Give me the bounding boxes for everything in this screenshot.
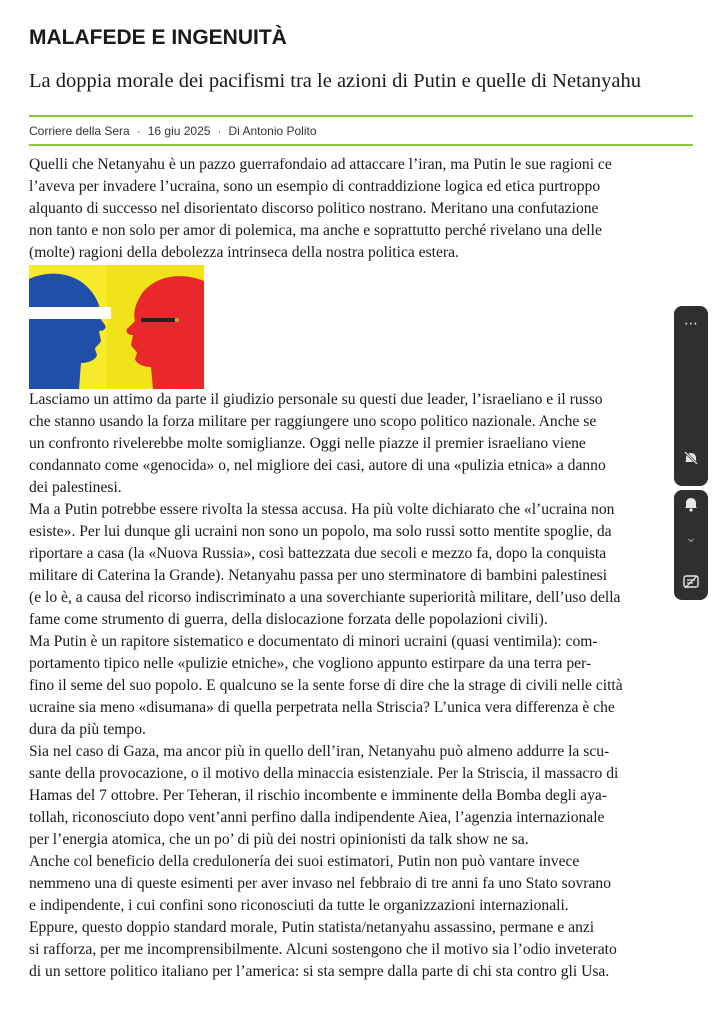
- text-line: Anche col beneficio della credulonería dei suoi estimatori, Putin non può vantare invece: [29, 853, 580, 870]
- text-line: (e lo è, a causa del ricorso indiscriminato a una soverchiante superiorità militare, dell’uso della: [29, 589, 621, 606]
- text-line: Eppure, questo doppio standard morale, Putin statista/netanyahu assassino, permane e anzi: [29, 919, 595, 936]
- text-line: militare di Caterina la Grande). Netanyahu passa per uno sterminatore di bambini palestinesi: [29, 567, 608, 584]
- paragraph-intro: [29, 154, 693, 264]
- text-line: l’aveva per invadere l’ucraina, sono un esempio di contraddizione logica ed etica purtroppo: [29, 178, 601, 195]
- translate-icon[interactable]: [674, 574, 708, 594]
- article-body: [29, 154, 693, 983]
- paragraph-main: [29, 389, 693, 983]
- text-line: Sia nel caso di Gaza, ma ancor più in quello dell’iran, Netanyahu può almeno addurre la scu-: [29, 743, 610, 760]
- top-divider: [29, 115, 693, 117]
- text-line: Quelli che Netanyahu è un pazzo guerrafondaio ad attaccare l’iran, ma Putin le sue ragioni ce: [29, 156, 612, 173]
- meta-divider: [29, 144, 693, 146]
- author-label: Di Antonio Polito: [228, 124, 317, 138]
- chevron-down-icon[interactable]: ⌄: [685, 530, 697, 546]
- text-line: condannato come «genocida» o, nel migliore dei casi, autore di una «pulizia etnica» a danno: [29, 457, 606, 474]
- text-line: ucraine sia meno «disumana» di quella perpetrata nella Striscia? L’unica vera differenza è che: [29, 699, 615, 716]
- text-line: si rafforza, per me incomprensibilmente. Alcuni sostengono che il motivo sia l’odio inveterato: [29, 941, 617, 958]
- article-meta: [29, 122, 317, 140]
- floating-toolbar-secondary: [674, 490, 708, 600]
- text-line: portamento tipico nelle «pulizie etniche», che vogliono appunto estirpare da una terra per-: [29, 655, 592, 672]
- text-line: che stanno usando la forza militare per raggiungere uno scopo politico nazionale. Anche se: [29, 413, 597, 430]
- article-headline: La doppia morale dei pacifismi tra le azioni di Putin e quelle di Netanyahu: [29, 70, 641, 92]
- text-line: dei palestinesi.: [29, 479, 122, 496]
- meta-separator: ·: [217, 124, 222, 138]
- text-line: Ma Putin è un rapitore sistematico e documentato di minori ucraini (quasi ventimila): com-: [29, 633, 598, 650]
- text-line: alquanto di successo nel disorientato discorso politico nostrano. Meritano una confutazione: [29, 200, 599, 217]
- text-line: riportare a casa (la «Nuova Russia», così battezzata due secoli e mezzo fa, dopo la conquista: [29, 545, 607, 562]
- text-line: tollah, riconosciuto dopo vent’anni perfino dalla indipendente Aiea, l’agenzia internazionale: [29, 809, 605, 826]
- article-illustration[interactable]: [29, 265, 204, 389]
- text-line: Ma a Putin potrebbe essere rivolta la stessa accusa. Ha più volte dichiarato che «l’ucraina non: [29, 501, 615, 518]
- text-line: non tanto e non solo per amor di polemica, ma anche e soprattutto perché rivelano una delle: [29, 222, 602, 239]
- text-line: sante della provocazione, o il motivo della minaccia esistenziale. Per la Striscia, il massacro di: [29, 765, 619, 782]
- text-line: Lasciamo un attimo da parte il giudizio personale su questi due leader, l’israeliano e il russo: [29, 391, 603, 408]
- source-label[interactable]: Corriere della Sera: [29, 124, 130, 138]
- text-line: per l’energia atomica, che un po’ di più dei nostri opinionisti da talk show ne sa.: [29, 831, 529, 848]
- text-line: un confronto rivelerebbe molte somiglianze. Oggi nelle piazze il premier israeliano viene: [29, 435, 586, 452]
- article-kicker: MALAFEDE E INGENUITÀ: [29, 26, 287, 49]
- text-line: di un settore politico italiano per l’america: si sta sempre dalla parte di chi sta contro gli Usa.: [29, 963, 610, 980]
- text-line: e indipendente, i cui confini sono riconosciuti da tutte le organizzazioni internazionali.: [29, 897, 569, 914]
- mute-icon[interactable]: [674, 450, 708, 470]
- bell-icon[interactable]: [674, 496, 708, 516]
- more-icon[interactable]: ⋯: [684, 316, 698, 332]
- meta-separator: ·: [136, 124, 141, 138]
- text-line: esiste». Per lui dunque gli ucraini non sono un popolo, ma solo russi sotto mentite spoglie, da: [29, 523, 612, 540]
- text-line: (molte) ragioni della debolezza intrinseca della nostra politica estera.: [29, 244, 459, 261]
- text-line: fino il seme del suo popolo. E qualcuno se la sente forse di dire che la strage di civili nelle città: [29, 677, 623, 694]
- text-line: nemmeno una di queste esimenti per aver invaso nel febbraio di tre anni fa uno Stato sovrano: [29, 875, 611, 892]
- text-line: dura da più tempo.: [29, 721, 146, 738]
- text-line: Hamas del 7 ottobre. Per Teheran, il rischio incombente e imminente della Bomba degli aya-: [29, 787, 608, 804]
- date-label: 16 giu 2025: [147, 124, 211, 138]
- text-line: fame come strumento di guerra, della dislocazione forzata delle popolazioni civili).: [29, 611, 548, 628]
- floating-toolbar: [674, 306, 708, 486]
